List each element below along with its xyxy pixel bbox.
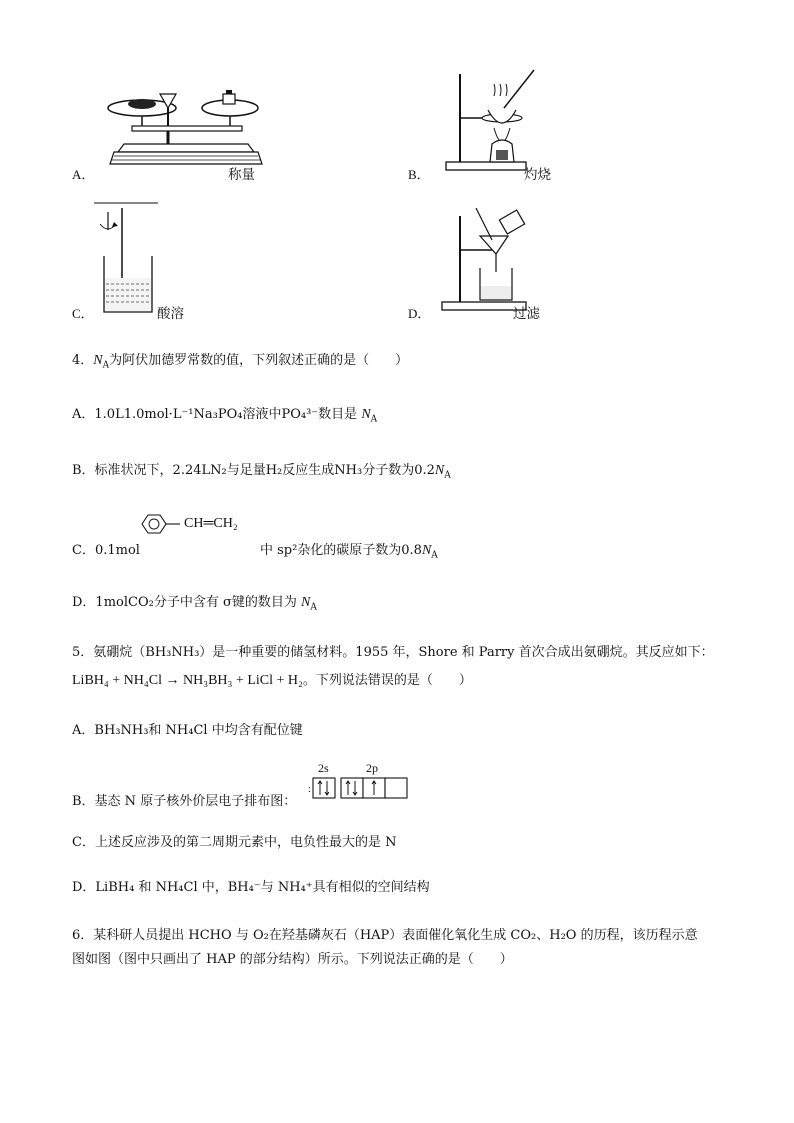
crucible-burner-illustration xyxy=(438,66,548,174)
caption-d: 过滤 xyxy=(513,306,540,322)
orbital-2p-label: 2p xyxy=(366,761,378,775)
figure-c xyxy=(72,200,272,320)
q5-option-c: C．上述反应涉及的第二周期元素中，电负性最大的是 N xyxy=(72,835,397,850)
option-letter-a: A． xyxy=(72,167,95,182)
q5-stem-line2: LiBH₄ + NH₄Cl → NH₃BH₃ + LiCl + H₂。下列说法错误的是（ ） xyxy=(72,673,472,688)
svg-text::: : xyxy=(308,784,311,795)
q5-option-b: B．基态 N 原子核外价层电子排布图： xyxy=(72,794,297,809)
option-letter-b: B． xyxy=(408,167,430,182)
option-letter-c: C． xyxy=(72,306,94,321)
caption-b: 灼烧 xyxy=(524,167,551,183)
figure-b xyxy=(408,66,588,181)
styrene-vinyl-label: CH═CH₂ xyxy=(184,516,238,531)
q5-equation: LiBH₄ + NH₄Cl → NH₃BH₃ + LiCl + H₂ xyxy=(72,673,303,688)
q5-stem-line1: 5．氨硼烷（BH₃NH₃）是一种重要的储氢材料。1955 年，Shore 和 Parry 首次合成出氨硼烷。其反应如下： xyxy=(72,645,714,660)
q4-option-d: D．1molCO₂分子中含有 σ键的数目为 $N_A$ xyxy=(72,595,317,613)
option-letter-d: D． xyxy=(408,306,431,321)
filtration-illustration xyxy=(436,206,536,311)
q4-option-b: B．标准状况下，2.24LN₂与足量H₂反应生成NH₃分子数为$0.2N_A$ xyxy=(72,463,451,481)
q4-option-c: C．0.1mol 中 sp²杂化的碳原子数为$0.8N_A$ xyxy=(72,543,438,561)
q6-stem-line2: 图如图（图中只画出了 HAP 的部分结构）所示。下列说法正确的是（ ） xyxy=(72,952,513,967)
q5-option-d: D．LiBH₄ 和 NH₄Cl 中，BH₄⁻与 NH₄⁺具有相似的空间结构 xyxy=(72,880,430,895)
orbital-2s-label: 2s xyxy=(318,761,329,775)
figure-d xyxy=(408,206,588,321)
beaker-stirring-illustration xyxy=(94,200,184,318)
q6-stem-line1: 6．某科研人员提出 HCHO 与 O₂在羟基磷灰石（HAP）表面催化氧化生成 CO₂、H₂O 的历程，该历程示意 xyxy=(72,928,698,943)
caption-c: 酸溶 xyxy=(157,306,184,322)
nitrogen-orbital-diagram xyxy=(308,776,408,800)
q4-option-a: A．1.0L1.0mol·L⁻¹Na₃PO₄溶液中PO₄³⁻数目是 $N_A$ xyxy=(72,407,378,425)
q5-option-a: A．BH₃NH₃和 NH₄Cl 中均含有配位键 xyxy=(72,723,303,738)
caption-a: 称量 xyxy=(228,167,255,183)
figure-a xyxy=(72,86,272,181)
q4-stem: 4．$N_A$为阿伏加德罗常数的值，下列叙述正确的是（ ） xyxy=(72,353,409,371)
